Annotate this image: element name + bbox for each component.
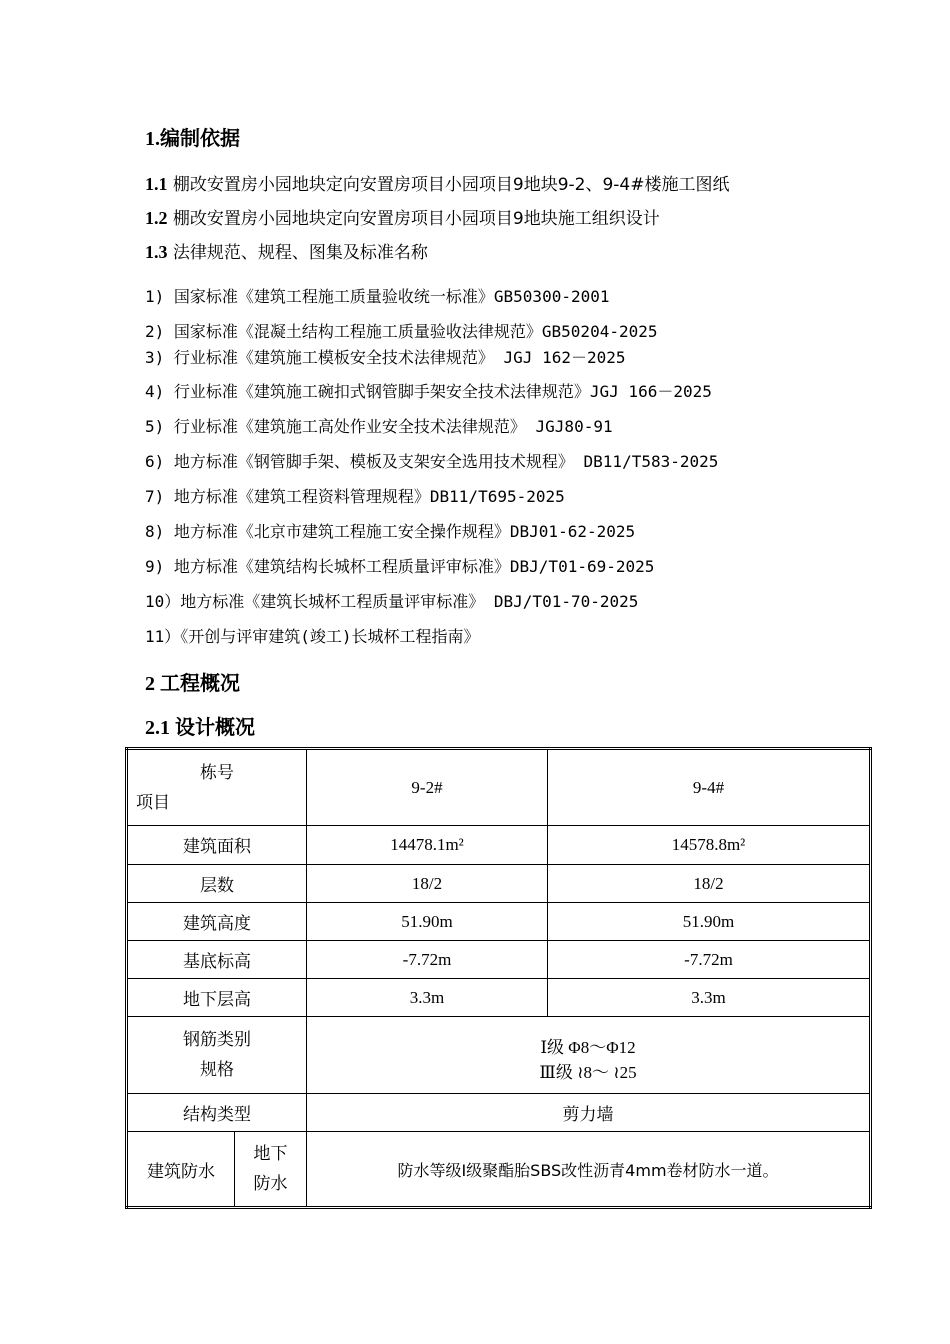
- rebar-grade-3: Ⅲ级 ≀8～ ≀25: [539, 1063, 637, 1082]
- header-label-building: 栋号: [200, 762, 234, 783]
- header-col-9-2: 9-2#: [307, 749, 548, 826]
- reference-item: 11）《开创与评审建筑(竣工)长城杯工程指南》: [145, 627, 480, 646]
- reference-item: 6) 地方标准《钢管脚手架、模板及支架安全选用技术规程》 DB11/T583-2025: [145, 452, 719, 471]
- reference-item: 4) 行业标准《建筑施工碗扣式钢管脚手架安全技术法律规范》JGJ 166－2025: [145, 382, 712, 401]
- rebar-label-cell: [127, 1017, 307, 1094]
- waterproof-sub-label-waterproof: 防水: [253, 1174, 288, 1194]
- row-value-9-2: 51.90m: [307, 903, 548, 941]
- section-2-1-heading: 2.1 设计概况: [145, 717, 255, 739]
- table-header-row: [127, 749, 871, 826]
- design-overview-table: [125, 747, 872, 1209]
- item-1-1: [145, 170, 730, 195]
- waterproof-sub-label-underground: 地下: [253, 1144, 288, 1164]
- rebar-label-spec: 规格: [200, 1060, 234, 1080]
- rebar-value-cell: [307, 1017, 871, 1094]
- row-value-9-2: 3.3m: [307, 979, 548, 1017]
- row-value-9-4: 18/2: [548, 865, 871, 903]
- rebar-grade-1: Ⅰ级 Φ8～Φ12: [540, 1038, 636, 1057]
- header-label-item: 项目: [136, 792, 170, 813]
- section-2-heading: 2 工程概况: [145, 673, 240, 695]
- table-row: [127, 826, 871, 865]
- item-text: 棚改安置房小园地块定向安置房项目小园项目9地块施工组织设计: [172, 209, 660, 229]
- table-row: [127, 941, 871, 979]
- row-label: 建筑高度: [127, 903, 307, 941]
- row-value-9-2: 18/2: [307, 865, 548, 903]
- table-row: [127, 865, 871, 903]
- item-text: 棚改安置房小园地块定向安置房项目小园项目9地块9-2、9-4#楼施工图纸: [172, 175, 730, 195]
- row-label: 层数: [127, 865, 307, 903]
- item-text: 法律规范、规程、图集及标准名称: [172, 243, 428, 263]
- row-value-9-2: 14478.1m²: [307, 826, 548, 865]
- row-value-9-4: 14578.8m²: [548, 826, 871, 865]
- row-label: 建筑面积: [127, 826, 307, 865]
- item-number: 1.3: [145, 242, 168, 262]
- header-col-9-4: 9-4#: [548, 749, 871, 826]
- row-value-9-4: 51.90m: [548, 903, 871, 941]
- item-1-2: [145, 204, 660, 229]
- rebar-label-type: 钢筋类别: [183, 1030, 251, 1050]
- row-value-9-4: -7.72m: [548, 941, 871, 979]
- reference-item: 3) 行业标准《建筑施工模板安全技术法律规范》 JGJ 162－2025: [145, 348, 626, 367]
- row-value-9-4: 3.3m: [548, 979, 871, 1017]
- structure-label: 结构类型: [127, 1094, 307, 1132]
- waterproof-label: 建筑防水: [127, 1132, 235, 1208]
- table-row-rebar: [127, 1017, 871, 1094]
- table-row: [127, 903, 871, 941]
- reference-item: 2) 国家标准《混凝土结构工程施工质量验收法律规范》GB50204-2025: [145, 322, 658, 341]
- table-row: [127, 979, 871, 1017]
- reference-item: 8) 地方标准《北京市建筑工程施工安全操作规程》DBJ01-62-2025: [145, 522, 636, 541]
- item-number: 1.2: [145, 208, 168, 228]
- reference-item: 5) 行业标准《建筑施工高处作业安全技术法律规范》 JGJ80-91: [145, 417, 613, 436]
- structure-value: 剪力墙: [307, 1094, 871, 1132]
- row-label: 地下层高: [127, 979, 307, 1017]
- header-label-cell: [127, 749, 307, 826]
- waterproof-sub-label-cell: [235, 1132, 307, 1208]
- reference-item: 7) 地方标准《建筑工程资料管理规程》DB11/T695-2025: [145, 487, 565, 506]
- reference-item: 9) 地方标准《建筑结构长城杯工程质量评审标准》DBJ/T01-69-2025: [145, 557, 655, 576]
- reference-item: 10）地方标准《建筑长城杯工程质量评审标准》 DBJ/T01-70-2025: [145, 592, 639, 611]
- table-row-waterproof: [127, 1132, 871, 1208]
- waterproof-value: 防水等级Ⅰ级聚酯胎SBS改性沥青4mm卷材防水一道。: [307, 1132, 871, 1208]
- item-1-3: [145, 238, 428, 263]
- item-number: 1.1: [145, 174, 168, 194]
- table-row-structure: [127, 1094, 871, 1132]
- row-value-9-2: -7.72m: [307, 941, 548, 979]
- section-1-heading: 1.编制依据: [145, 128, 240, 150]
- reference-item: 1) 国家标准《建筑工程施工质量验收统一标准》GB50300-2001: [145, 287, 610, 306]
- row-label: 基底标高: [127, 941, 307, 979]
